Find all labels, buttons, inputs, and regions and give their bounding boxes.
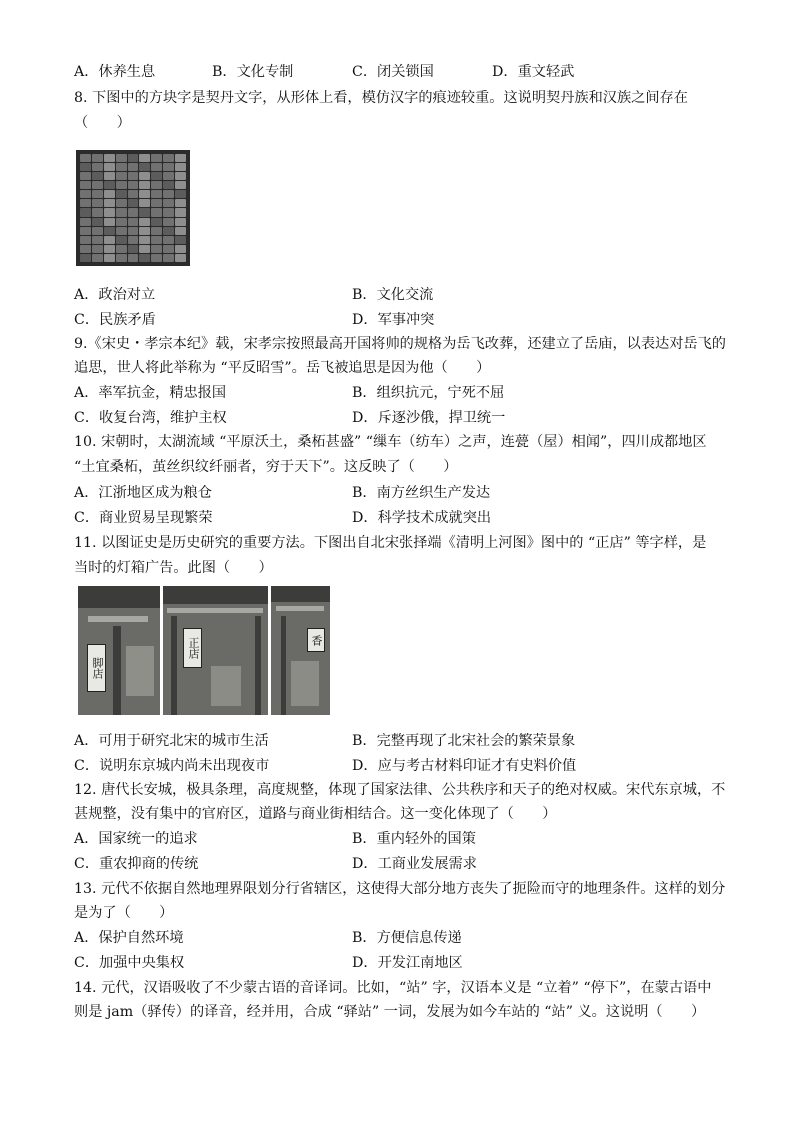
q10-option-b: B．南方丝织生产发达: [352, 485, 491, 501]
khitan-glyph: [151, 245, 162, 253]
khitan-glyph: [163, 227, 174, 235]
khitan-glyph: [116, 236, 127, 244]
khitan-glyph: [116, 181, 127, 189]
khitan-glyph: [175, 218, 186, 226]
khitan-glyph: [80, 199, 91, 207]
khitan-glyph: [128, 181, 139, 189]
q13-option-d: D．开发江南地区: [352, 955, 463, 971]
khitan-glyph: [139, 190, 150, 198]
khitan-glyph: [92, 190, 103, 198]
khitan-glyph: [80, 181, 91, 189]
q10-option-c: C．商业贸易呈现繁荣: [74, 510, 213, 526]
q12-stem-line2: 甚规整，没有集中的官府区，道路与商业街相结合。这一变化体现了（ ）: [74, 806, 557, 822]
q7-option-b: B．文化专制: [212, 64, 294, 80]
khitan-glyph: [92, 172, 103, 180]
q12-option-d: D．工商业发展需求: [352, 856, 477, 872]
khitan-glyph: [104, 154, 115, 162]
painting-panel-right: [271, 586, 330, 715]
khitan-glyph: [175, 199, 186, 207]
sign-jiaodian: 脚店: [87, 644, 106, 692]
khitan-glyph: [80, 163, 91, 171]
khitan-glyph: [116, 218, 127, 226]
q7-option-d: D．重文轻武: [492, 64, 575, 80]
khitan-glyph: [151, 154, 162, 162]
khitan-glyph: [116, 190, 127, 198]
q11-option-b: B．完整再现了北宋社会的繁荣景象: [352, 733, 576, 749]
q12-option-a: A．国家统一的追求: [74, 831, 198, 847]
khitan-glyph: [128, 163, 139, 171]
khitan-glyph: [128, 190, 139, 198]
khitan-glyph: [151, 208, 162, 216]
khitan-glyph: [128, 208, 139, 216]
khitan-glyph: [151, 163, 162, 171]
khitan-glyph: [163, 199, 174, 207]
khitan-glyph: [128, 254, 139, 262]
khitan-glyph: [104, 181, 115, 189]
khitan-glyph: [116, 254, 127, 262]
q8-stem-line2: （ ）: [74, 115, 131, 131]
khitan-glyph: [80, 218, 91, 226]
khitan-glyph: [92, 254, 103, 262]
khitan-glyph: [128, 245, 139, 253]
q11-stem-line2: 当时的灯箱广告。此图（ ）: [74, 560, 273, 576]
q13-stem-line2: 是为了（ ）: [74, 905, 174, 921]
khitan-glyph: [104, 254, 115, 262]
khitan-glyph: [104, 208, 115, 216]
sign-zhengdian: 正店: [183, 628, 202, 668]
q13-stem-line1: 13. 元代不依据自然地理界限划分行省辖区，这使得大部分地方丧失了扼险而守的地理条件。这样的划分: [74, 881, 726, 897]
khitan-glyph: [92, 163, 103, 171]
khitan-glyph: [139, 208, 150, 216]
q13-option-c: C．加强中央集权: [74, 955, 185, 971]
khitan-glyph: [139, 181, 150, 189]
q11-option-a: A．可用于研究北宋的城市生活: [74, 733, 269, 749]
q9-stem-line2: 追思，世人将此举称为 “平反昭雪”。岳飞被追思是因为他（ ）: [74, 360, 491, 376]
q7-option-a: A．休养生息: [74, 64, 156, 80]
khitan-glyph: [175, 190, 186, 198]
khitan-glyph: [151, 254, 162, 262]
khitan-glyph: [175, 254, 186, 262]
q11-option-c: C．说明东京城内尚未出现夜市: [74, 758, 270, 774]
khitan-glyph: [80, 154, 91, 162]
khitan-glyph: [163, 181, 174, 189]
khitan-glyph: [128, 154, 139, 162]
q12-option-b: B．重内轻外的国策: [352, 831, 476, 847]
khitan-glyph: [175, 236, 186, 244]
khitan-glyph: [92, 181, 103, 189]
khitan-glyph: [104, 199, 115, 207]
q13-option-a: A．保护自然环境: [74, 930, 184, 946]
khitan-glyph: [80, 236, 91, 244]
q8-stem-line1: 8. 下图中的方块字是契丹文字，从形体上看，模仿汉字的痕迹较重。这说明契丹族和汉族之间存在: [74, 90, 688, 106]
khitan-glyph: [151, 218, 162, 226]
khitan-glyph: [116, 208, 127, 216]
khitan-glyph: [175, 154, 186, 162]
q9-option-a: A．率军抗金，精忠报国: [74, 385, 227, 401]
q11-option-d: D．应与考古材料印证才有史料价值: [352, 758, 577, 774]
q8-option-b: B．文化交流: [352, 287, 434, 303]
khitan-glyph: [151, 172, 162, 180]
q14-stem-line1: 14. 元代，汉语吸收了不少蒙古语的音译词。比如，“站” 字，汉语本义是 “立着” “停下”，在蒙古语中: [74, 980, 712, 996]
khitan-glyph: [163, 218, 174, 226]
khitan-glyph: [151, 181, 162, 189]
khitan-glyph: [175, 163, 186, 171]
q12-stem-line1: 12. 唐代长安城，极具条理，高度规整，体现了国家法律、公共秩序和天子的绝对权威。宋代东京城，不: [74, 782, 726, 798]
khitan-glyph: [92, 236, 103, 244]
q8-option-d: D．军事冲突: [352, 312, 435, 328]
q9-option-d: D．斥逐沙俄，捍卫统一: [352, 410, 506, 426]
khitan-glyph: [92, 227, 103, 235]
khitan-glyph: [139, 163, 150, 171]
khitan-glyph: [92, 218, 103, 226]
khitan-glyph: [175, 172, 186, 180]
khitan-glyph: [163, 208, 174, 216]
q10-stem-line1: 10. 宋朝时，太湖流域 “平原沃土，桑柘甚盛” “缫车（纺车）之声，连甍（屋）相闻”，四川成都地区: [74, 434, 707, 450]
q9-stem-line1: 9.《宋史・孝宗本纪》载，宋孝宗按照最高开国将帅的规格为岳飞改葬，还建立了岳庙，以表达对岳飞的: [74, 336, 726, 352]
q10-stem-line2: “土宜桑柘，茧丝织纹纤丽者，穷于天下”。这反映了（ ）: [74, 459, 458, 475]
q8-option-a: A．政治对立: [74, 287, 156, 303]
q14-stem-line2: 则是 jam（驿传）的译音，经并用，合成 “驿站” 一词，发展为如今车站的 “站” 义。这说明（ ）: [74, 1004, 706, 1020]
khitan-glyph: [80, 245, 91, 253]
khitan-glyph: [116, 227, 127, 235]
q12-option-c: C．重农抑商的传统: [74, 856, 199, 872]
khitan-glyph: [104, 227, 115, 235]
khitan-glyph: [104, 172, 115, 180]
khitan-glyph: [139, 154, 150, 162]
q9-option-c: C．收复台湾，维护主权: [74, 410, 227, 426]
khitan-glyph: [80, 190, 91, 198]
khitan-glyph: [139, 172, 150, 180]
khitan-glyph: [163, 245, 174, 253]
khitan-glyph: [128, 172, 139, 180]
khitan-glyph: [128, 227, 139, 235]
painting-panel-middle: [163, 586, 268, 715]
painting-panel-left: [78, 586, 160, 715]
khitan-glyph: [128, 236, 139, 244]
khitan-glyph: [80, 172, 91, 180]
khitan-glyph: [92, 208, 103, 216]
q10-option-a: A．江浙地区成为粮仓: [74, 485, 212, 501]
q13-option-b: B．方便信息传递: [352, 930, 462, 946]
khitan-glyph: [116, 199, 127, 207]
khitan-glyph: [163, 190, 174, 198]
khitan-glyph: [92, 199, 103, 207]
khitan-glyph: [80, 208, 91, 216]
khitan-glyph: [139, 236, 150, 244]
khitan-glyph: [128, 218, 139, 226]
khitan-glyph: [139, 254, 150, 262]
khitan-glyph: [116, 163, 127, 171]
khitan-glyph: [151, 199, 162, 207]
khitan-glyph: [151, 190, 162, 198]
khitan-glyph: [139, 218, 150, 226]
khitan-glyph: [116, 154, 127, 162]
q8-option-c: C．民族矛盾: [74, 312, 156, 328]
khitan-glyph: [80, 227, 91, 235]
khitan-glyph: [80, 254, 91, 262]
khitan-glyph: [151, 236, 162, 244]
q7-option-c: C．闭关锁国: [352, 64, 434, 80]
khitan-glyph: [163, 236, 174, 244]
sign-xiang: 香: [307, 628, 325, 652]
khitan-glyph: [163, 163, 174, 171]
khitan-glyph: [92, 245, 103, 253]
khitan-glyph: [163, 172, 174, 180]
khitan-glyph: [104, 190, 115, 198]
khitan-glyph: [163, 254, 174, 262]
khitan-glyph: [175, 208, 186, 216]
khitan-glyph: [92, 154, 103, 162]
khitan-glyph: [104, 245, 115, 253]
q9-option-b: B．组织抗元，宁死不屈: [352, 385, 505, 401]
khitan-glyph: [175, 181, 186, 189]
khitan-glyph: [175, 245, 186, 253]
khitan-glyph: [151, 227, 162, 235]
khitan-glyph: [116, 245, 127, 253]
khitan-glyph: [104, 236, 115, 244]
q11-stem-line1: 11. 以图证史是历史研究的重要方法。下图出自北宋张择端《清明上河图》图中的 “正店” 等字样，是: [74, 535, 707, 551]
khitan-glyph: [104, 218, 115, 226]
khitan-glyph: [139, 245, 150, 253]
khitan-glyph: [139, 199, 150, 207]
khitan-glyph: [116, 172, 127, 180]
q10-option-d: D．科学技术成就突出: [352, 510, 492, 526]
khitan-glyph: [128, 199, 139, 207]
khitan-script-image: [76, 150, 190, 266]
khitan-glyph: [175, 227, 186, 235]
khitan-glyph: [104, 163, 115, 171]
khitan-glyph: [139, 227, 150, 235]
khitan-glyph: [163, 154, 174, 162]
